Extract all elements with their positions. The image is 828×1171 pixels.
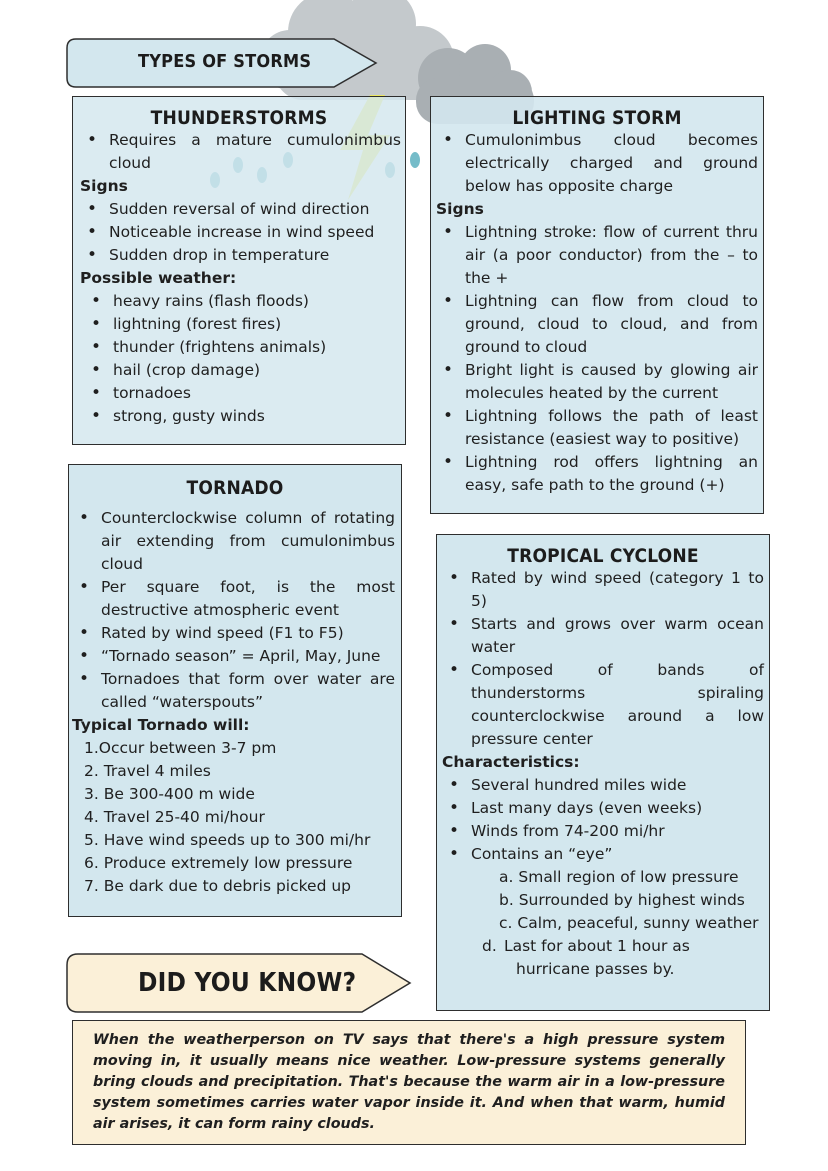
list-item: • Cumulonimbus cloud becomes electrically charged and ground below has opposite charge	[465, 129, 758, 198]
list-item: • Lightning follows the path of least resistance (easiest way to positive)	[465, 405, 758, 451]
tornado-typical-list	[84, 737, 401, 898]
list-item: 1.Occur between 3-7 pm	[84, 739, 277, 757]
tropical-cyclone-characteristics-label: Characteristics:	[442, 753, 580, 771]
list-item: • Sudden reversal of wind direction	[109, 198, 405, 221]
list-item: • Last many days (even weeks)	[471, 797, 769, 820]
list-item: • “Tornado season” = April, May, June	[101, 645, 395, 668]
list-item: • Contains an “eye”	[471, 843, 769, 866]
list-item: • Noticeable increase in wind speed	[109, 221, 405, 244]
list-item: • lightning (forest fires)	[113, 313, 405, 336]
list-item: 3. Be 300-400 m wide	[84, 785, 255, 803]
list-item: a. Small region of low pressure	[499, 868, 739, 886]
lighting-storm-title: LIGHTING STORM	[512, 107, 682, 129]
lighting-storm-intro-list	[465, 129, 758, 198]
lighting-storm-card	[430, 96, 764, 514]
list-item: • heavy rains (flash floods)	[113, 290, 405, 313]
tropical-cyclone-title: TROPICAL CYCLONE	[507, 545, 699, 567]
list-item: 7. Be dark due to debris picked up	[84, 877, 352, 895]
lighting-storm-signs-list	[465, 221, 758, 497]
list-item: • Sudden drop in temperature	[109, 244, 405, 267]
list-item: • Composed of bands of thunderstorms spiraling counterclockwise around a low pressure center	[471, 659, 764, 751]
list-item: • Winds from 74-200 mi/hr	[471, 820, 769, 843]
tornado-facts-list	[101, 507, 395, 714]
list-item: b. Surrounded by highest winds	[499, 891, 745, 909]
list-item: • Lightning stroke: flow of current thru air (a poor conductor) from the – to the +	[465, 221, 758, 290]
list-item: 6. Produce extremely low pressure	[84, 854, 353, 872]
thunderstorms-weather-label: Possible weather:	[80, 269, 237, 287]
list-item: 5. Have wind speeds up to 300 mi/hr	[84, 831, 371, 849]
list-item: • tornadoes	[113, 382, 405, 405]
lighting-storm-signs-label: Signs	[436, 200, 484, 218]
list-item: • Per square foot, is the most destructive atmospheric event	[101, 576, 395, 622]
list-item: • Requires a mature cumulonimbus cloud	[109, 129, 401, 175]
thunderstorms-card	[72, 96, 406, 445]
thunderstorms-weather-list	[113, 290, 405, 428]
tornado-title: TORNADO	[186, 477, 284, 499]
thunderstorms-signs-label: Signs	[80, 177, 128, 195]
did-you-know-title: DID YOU KNOW?	[138, 968, 357, 998]
list-item: 4. Travel 25-40 mi/hour	[84, 808, 265, 826]
tropical-cyclone-facts-list	[471, 567, 764, 751]
list-item: • Several hundred miles wide	[471, 774, 769, 797]
tropical-cyclone-characteristics-list	[471, 774, 769, 866]
list-item: • Rated by wind speed (category 1 to 5)	[471, 567, 764, 613]
list-item: d. Last for about 1 hour as hurricane passes by.	[482, 937, 690, 978]
thunderstorms-signs-list	[109, 198, 405, 267]
list-item: • Starts and grows over warm ocean water	[471, 613, 764, 659]
list-item: • Rated by wind speed (F1 to F5)	[101, 622, 395, 645]
tornado-typical-label: Typical Tornado will:	[72, 716, 250, 734]
list-item: • hail (crop damage)	[113, 359, 405, 382]
tropical-cyclone-eye-list	[482, 866, 763, 981]
thunderstorms-title: THUNDERSTORMS	[150, 107, 328, 129]
thunderstorms-intro-list	[109, 129, 401, 175]
did-you-know-card	[72, 1020, 746, 1145]
list-item: 2. Travel 4 miles	[84, 762, 211, 780]
list-item: • Lightning rod offers lightning an easy, safe path to the ground (+)	[465, 451, 758, 497]
list-item: • Tornadoes that form over water are called “waterspouts”	[101, 668, 395, 714]
list-item: • Lightning can flow from cloud to ground, cloud to cloud, and from ground to cloud	[465, 290, 758, 359]
tornado-card	[68, 464, 402, 917]
list-item: c. Calm, peaceful, sunny weather	[499, 914, 759, 932]
did-you-know-text: When the weatherperson on TV says that there's a high pressure system moving in, it usually means nice weather. Low-pressure systems generally bring clouds and precipitation. That's because the warm air in a low-pressure system sometimes carries water vapor inside it. And when that warm, humid air arises, it can form rainy clouds.	[93, 1032, 725, 1132]
list-item: • strong, gusty winds	[113, 405, 405, 428]
list-item: • thunder (frightens animals)	[113, 336, 405, 359]
tropical-cyclone-card	[436, 534, 770, 1011]
list-item: • Bright light is caused by glowing air molecules heated by the current	[465, 359, 758, 405]
list-item: • Counterclockwise column of rotating air extending from cumulonimbus cloud	[101, 507, 395, 576]
page-title: TYPES OF STORMS	[138, 51, 312, 72]
